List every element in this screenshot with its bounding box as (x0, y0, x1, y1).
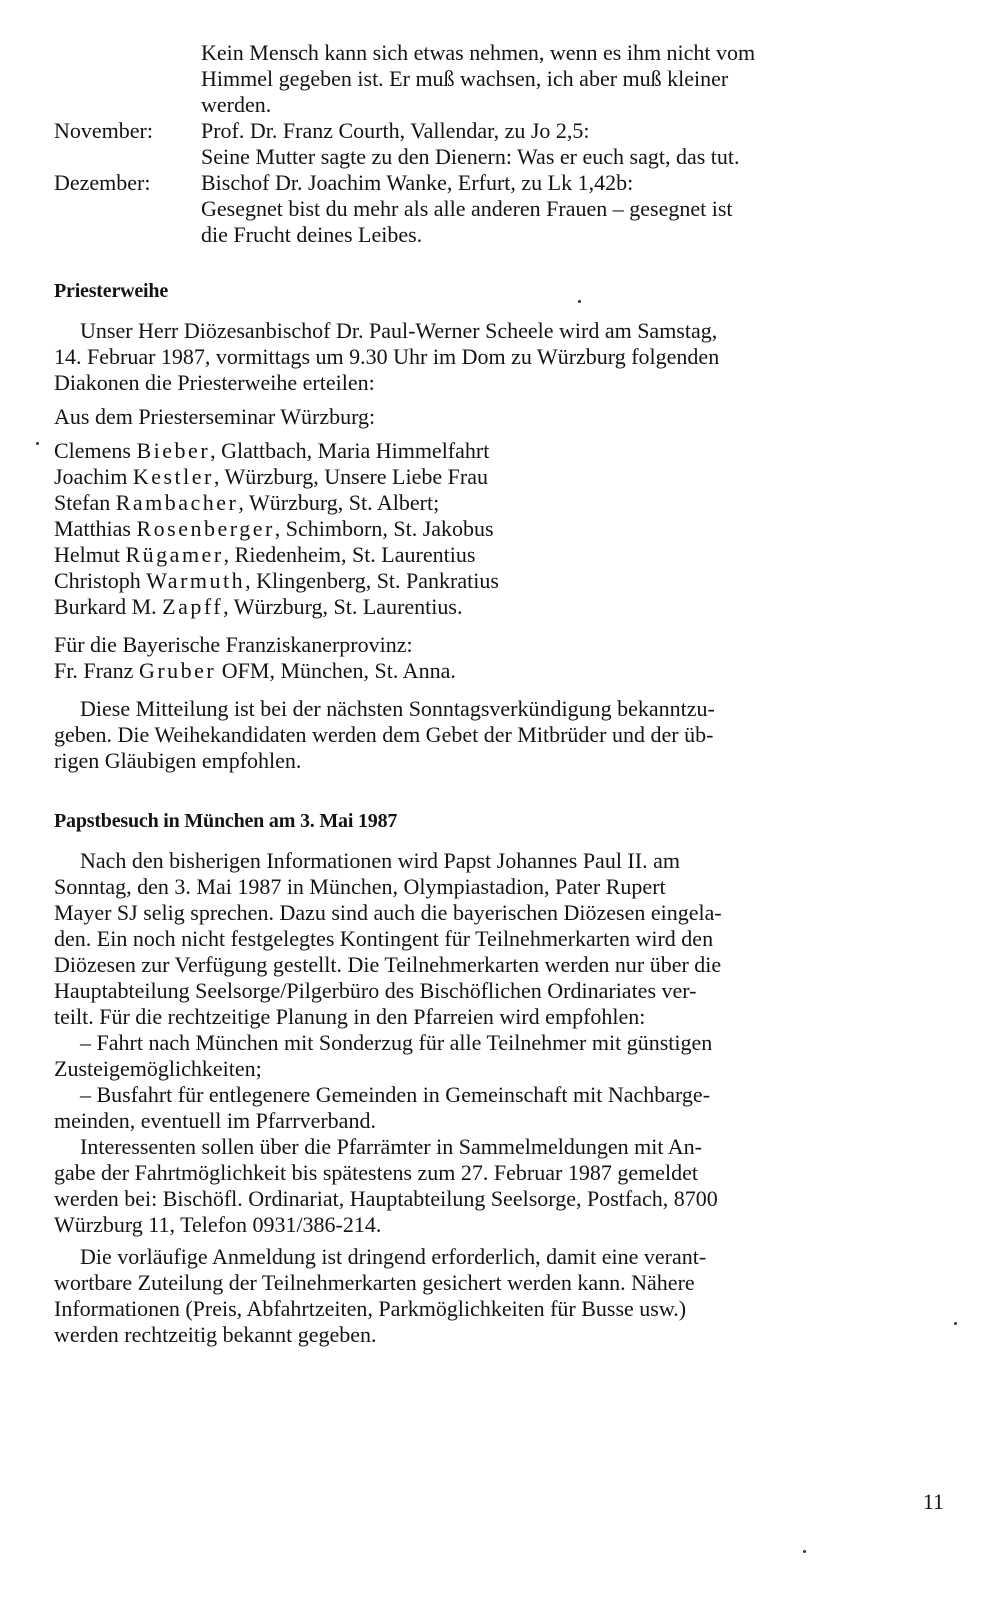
text-line: Nach den bisherigen Informationen wird Papst Johannes Paul II. am (80, 848, 680, 873)
month-body (201, 170, 946, 248)
text-line: Diakonen die Priesterweihe erteilen: (54, 370, 375, 395)
text-line: Seine Mutter sagte zu den Dienern: Was er euch sagt, das tut. (201, 144, 740, 169)
text-line: Himmel gegeben ist. Er muß wachsen, ich aber muß kleiner (201, 66, 729, 91)
text-line: Prof. Dr. Franz Courth, Vallendar, zu Jo 2,5: (201, 118, 590, 143)
text-line: Bischof Dr. Joachim Wanke, Erfurt, zu Lk 1,42b: (201, 170, 634, 195)
candidate-parish: , Würzburg, Unsere Liebe Frau (213, 464, 488, 489)
text-line: wortbare Zuteilung der Teilnehmerkarten gesichert werden kann. Nähere (54, 1270, 695, 1295)
candidate-last-name: Rosenberger (136, 516, 275, 541)
text-line: Würzburg 11, Telefon 0931/386-214. (54, 1212, 382, 1237)
month-entry-dezember (54, 170, 946, 248)
page-number: 11 (922, 1489, 944, 1514)
text-line: rigen Gläubigen empfohlen. (54, 748, 302, 773)
candidate-first-name: Clemens (54, 438, 131, 463)
text-line: Diözesen zur Verfügung gestellt. Die Teilnehmerkarten werden nur über die (54, 952, 722, 977)
candidate-last-name: Bieber (136, 438, 211, 463)
text-line: Die vorläufige Anmeldung ist dringend erforderlich, damit eine verant- (80, 1244, 707, 1269)
text-line: geben. Die Weihekandidaten werden dem Gebet der Mitbrüder und der üb- (54, 722, 714, 747)
candidate-line (54, 516, 946, 542)
month-entry-november (54, 118, 946, 170)
candidate-parish: , Schimborn, St. Jakobus (274, 516, 494, 541)
month-body (201, 118, 946, 170)
candidate-list (54, 438, 946, 620)
scan-speck (803, 1550, 806, 1553)
text-line: Gesegnet bist du mehr als alle anderen Frauen – gesegnet ist (201, 196, 733, 221)
priesterweihe-intro (54, 318, 946, 396)
candidate-line (54, 464, 946, 490)
candidate-first-name: Helmut (54, 542, 120, 567)
candidate-first-name: Matthias (54, 516, 131, 541)
candidate-last-name: Rambacher (115, 490, 239, 515)
text-line: gabe der Fahrtmöglichkeit bis spätestens zum 27. Februar 1987 gemeldet (54, 1160, 698, 1185)
text-line: werden rechtzeitig bekannt gegeben. (54, 1322, 377, 1347)
month-label: Dezember: (54, 170, 151, 195)
province-label: Für die Bayerische Franziskanerprovinz: (54, 632, 413, 657)
candidate-parish: , Riedenheim, St. Laurentius (223, 542, 476, 567)
text-line: Hauptabteilung Seelsorge/Pilgerbüro des Bischöflichen Ordinariates ver- (54, 978, 697, 1003)
candidate-line (54, 568, 946, 594)
candidate-parish: , Glattbach, Maria Himmelfahrt (210, 438, 490, 463)
text-line: Sonntag, den 3. Mai 1987 in München, Olympiastadion, Pater Rupert (54, 874, 666, 899)
text-line: Informationen (Preis, Abfahrtzeiten, Parkmöglichkeiten für Busse usw.) (54, 1296, 687, 1321)
candidate-line (54, 438, 946, 464)
scan-speck (954, 1322, 957, 1325)
text-line: Mayer SJ selig sprechen. Dazu sind auch die bayerischen Diözesen eingela- (54, 900, 722, 925)
text-line: die Frucht deines Leibes. (201, 222, 423, 247)
candidate-last-name: Kestler (132, 464, 214, 489)
text-line: meinden, eventuell im Pfarrverband. (54, 1108, 376, 1133)
recommendation-item (54, 1030, 946, 1082)
text-line: Diese Mitteilung ist bei der nächsten Sonntagsverkündigung bekanntzu- (80, 696, 715, 721)
text-line: werden bei: Bischöfl. Ordinariat, Hauptabteilung Seelsorge, Postfach, 8700 (54, 1186, 718, 1211)
text-line: teilt. Für die rechtzeitige Planung in den Pfarreien wird empfohlen: (54, 1004, 646, 1029)
text-line: den. Ein noch nicht festgelegtes Kontingent für Teilnehmerkarten wird den (54, 926, 714, 951)
candidate-last-name: Zapff (162, 594, 224, 619)
section-heading-priesterweihe: Priesterweihe (54, 280, 169, 302)
text-line: Unser Herr Diözesanbischof Dr. Paul-Werner Scheele wird am Samstag, (80, 318, 718, 343)
candidate-last-name: Rügamer (125, 542, 224, 567)
papstbesuch-para-3 (54, 1244, 946, 1348)
seminar-label: Aus dem Priesterseminar Würzburg: (54, 404, 376, 429)
candidate-last-name: Gruber (138, 658, 217, 683)
candidate-first-name: Fr. Franz (54, 658, 134, 683)
candidate-first-name: Stefan (54, 490, 111, 515)
candidate-parish: OFM, München, St. Anna. (216, 658, 456, 683)
candidate-first-name: Burkard M. (54, 594, 157, 619)
text-line: Kein Mensch kann sich etwas nehmen, wenn es ihm nicht vom (201, 40, 756, 65)
candidate-parish: , Würzburg, St. Laurentius. (223, 594, 463, 619)
candidate-parish: , Würzburg, St. Albert; (238, 490, 440, 515)
intro-quote (201, 40, 946, 118)
text-line: Interessenten sollen über die Pfarrämter in Sammelmeldungen mit An- (80, 1134, 702, 1159)
recommendation-item (54, 1082, 946, 1134)
document-page (54, 40, 946, 1348)
text-line: – Fahrt nach München mit Sonderzug für alle Teilnehmer mit günstigen (80, 1030, 713, 1055)
priesterweihe-closing (54, 696, 946, 774)
scan-speck (578, 300, 581, 303)
papstbesuch-para-2 (54, 1134, 946, 1238)
candidate-line (54, 490, 946, 516)
candidate-line (54, 594, 946, 620)
candidate-line (54, 542, 946, 568)
candidate-line (54, 658, 946, 684)
candidate-parish: , Klingenberg, St. Pankratius (245, 568, 499, 593)
candidate-first-name: Joachim (54, 464, 128, 489)
papstbesuch-para-1 (54, 848, 946, 1030)
text-line: Zusteigemöglichkeiten; (54, 1056, 262, 1081)
section-heading-papstbesuch: Papstbesuch in München am 3. Mai 1987 (54, 810, 398, 832)
candidate-first-name: Christoph (54, 568, 141, 593)
text-line: werden. (201, 92, 272, 117)
scan-speck (36, 442, 39, 445)
candidate-last-name: Warmuth (146, 568, 246, 593)
month-label: November: (54, 118, 153, 143)
text-line: 14. Februar 1987, vormittags um 9.30 Uhr im Dom zu Würzburg folgenden (54, 344, 720, 369)
text-line: – Busfahrt für entlegenere Gemeinden in Gemeinschaft mit Nachbarge- (80, 1082, 711, 1107)
